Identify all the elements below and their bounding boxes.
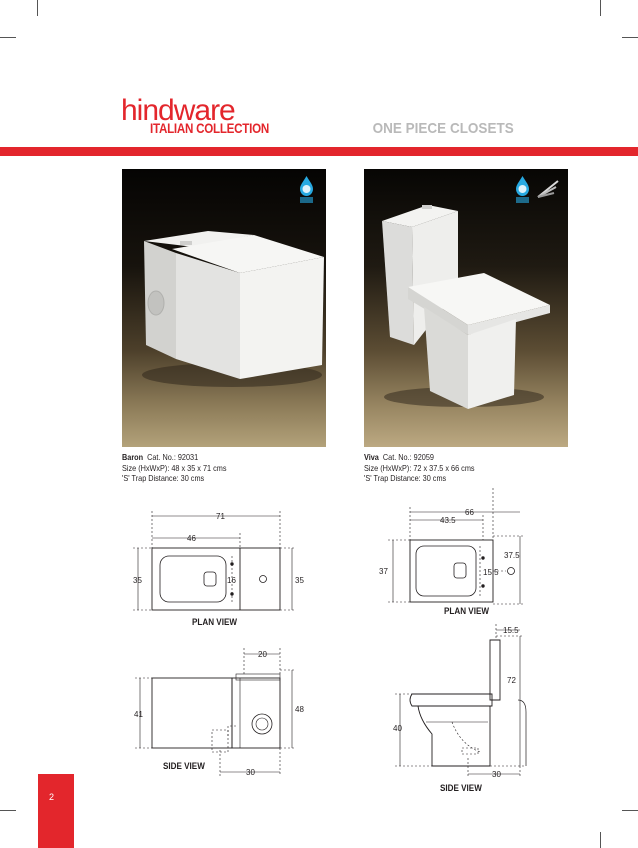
- product-name: Viva: [364, 452, 379, 462]
- product-size: Size (HxWxP): 48 x 35 x 71 cms: [122, 462, 227, 473]
- baron-plan-view-label: PLAN VIEW: [192, 617, 238, 627]
- dim-label: 72: [507, 676, 516, 685]
- dim-label: 37.5: [504, 551, 520, 560]
- viva-plan-view-label: PLAN VIEW: [444, 606, 490, 616]
- dim-label: 41: [134, 710, 143, 719]
- product-cat-no: Cat. No.: 92059: [382, 452, 434, 462]
- dim-label: 46: [187, 534, 196, 543]
- section-title: ONE PIECE CLOSETS: [372, 120, 514, 137]
- page-number-tab: [38, 774, 74, 848]
- dim-label: 71: [216, 512, 225, 521]
- dim-label: 35: [133, 576, 142, 585]
- dim-label: 66: [465, 508, 474, 517]
- product-name: Baron: [122, 452, 144, 462]
- viva-plan-view: [379, 488, 524, 604]
- dim-label: 15.5: [483, 568, 499, 577]
- product-cat-no: Cat. No.: 92031: [147, 452, 199, 462]
- dim-label: 16: [227, 576, 236, 585]
- product-size: Size (HxWxP): 72 x 37.5 x 66 cms: [364, 462, 475, 473]
- page-number: 2: [49, 792, 55, 802]
- baron-side-view-label: SIDE VIEW: [163, 761, 205, 771]
- dim-label: 43.5: [440, 516, 456, 525]
- dim-label: 30: [246, 768, 255, 777]
- dim-label: 30: [492, 770, 501, 779]
- viva-side-view-label: SIDE VIEW: [440, 783, 482, 793]
- baron-side-view: [134, 648, 304, 777]
- product-trap: 'S' Trap Distance: 30 cms: [122, 473, 205, 483]
- baron-plan-view: [133, 511, 304, 610]
- dim-label: 48: [295, 705, 304, 714]
- brand-collection: ITALIAN COLLECTION: [150, 121, 269, 136]
- dim-label: 15.5: [503, 626, 519, 635]
- dim-label: 37: [379, 567, 388, 576]
- dim-label: 20: [258, 650, 267, 659]
- dim-label: 35: [295, 576, 304, 585]
- viva-side-view: [393, 624, 526, 779]
- dim-label: 40: [393, 724, 402, 733]
- brand-name: hindware: [121, 94, 235, 127]
- product-trap: 'S' Trap Distance: 30 cms: [364, 473, 447, 483]
